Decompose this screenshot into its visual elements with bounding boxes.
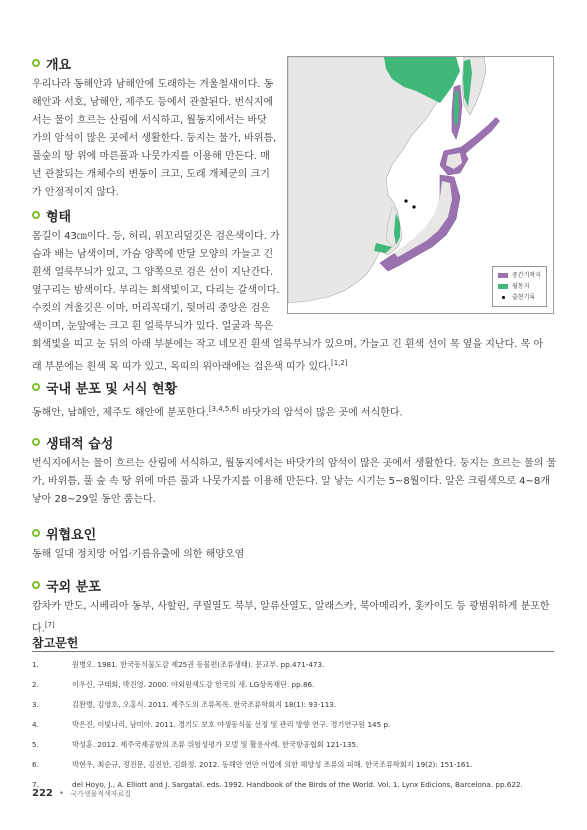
legend-item — [498, 292, 541, 303]
references-title: 참고문헌 — [32, 636, 79, 650]
citation: [7] — [44, 621, 55, 629]
references-list — [32, 655, 562, 795]
text-line: 낳아 28~29일 동안 품는다. — [32, 494, 156, 505]
text-line: 우리나라 동해안과 남해안에 도래하는 겨울철새이다. 동 — [32, 79, 274, 90]
sighting-dot — [404, 199, 407, 202]
reference-item: 2. 이우신, 구태회, 박진영. 2000. 야외원색도감 한국의 새. LG상록재단. pp.86. — [32, 680, 315, 689]
reference-item: 1. 원병오. 1981. 한국동식물도감 제25권 동물편(조류생태). 문교부. pp.471-473. — [32, 660, 325, 669]
section-overview — [32, 54, 282, 202]
stopover-swatch-icon — [498, 273, 508, 278]
text-line: 래 부분에는 흰색 목 띠가 있고, 목띠의 위아래에는 검은색 띠가 있다. — [32, 361, 331, 373]
section-bullet-icon — [32, 529, 40, 537]
text-line: 년 관찰되는 개체수의 변동이 크고, 도래 개체군의 크기 — [32, 169, 270, 180]
references-divider — [32, 651, 554, 652]
citation: [3,4,5,6] — [208, 405, 239, 413]
text-line: 해안과 서호, 남해안, 제주도 등에서 관찰된다. 번식지에 — [32, 97, 274, 108]
map-legend — [492, 266, 547, 307]
text-line: 동해안, 남해안, 제주도 해안에 분포한다. — [32, 407, 209, 419]
legend-item — [498, 281, 541, 292]
section-threats — [32, 524, 557, 564]
legend-label: 월동지 — [512, 283, 530, 290]
section-title: 생태적 습성 — [46, 436, 114, 452]
citation: [1,2] — [330, 359, 348, 367]
text-line: 흰색 얼룩무늬가 있고, 그 양쪽으로 검은 선이 지난간다. — [32, 267, 274, 278]
reference-item: 5. 박성훈. 2012. 제주국제공항의 조류 위험성평가 모델 및 활용사례. 한국항공협회 121-135. — [32, 740, 359, 749]
section-bullet-icon — [32, 581, 40, 589]
section-distribution — [32, 378, 557, 422]
page-footer — [32, 788, 131, 799]
section-title: 국외 분포 — [46, 579, 101, 595]
legend-label: 중간기착지 — [512, 272, 541, 279]
sighting-dot — [412, 205, 415, 208]
reference-item: 3. 김완병, 김영호, 오홍식. 2011. 제주도의 조류목록. 한국조류학회지 18(1): 93-113. — [32, 700, 337, 709]
section-title: 형태 — [46, 209, 72, 225]
text-line: 몸길이 43㎝이다. 등, 허리, 위꼬리덮깃은 검은색이다. 가 — [32, 231, 280, 242]
section-ecology — [32, 433, 557, 509]
text-line: 서는 물이 흐르는 산림에 서식하고, 월동지에서는 바닷 — [32, 115, 267, 126]
section-bullet-icon — [32, 211, 40, 219]
footer-label: 국가생물적색자료집 — [70, 789, 132, 798]
reference-item: 6. 박현우, 최순규, 정진문, 김진한, 김화정. 2012. 동해안 연안 어업에 의한 해양성 조류의 피해. 한국조류학회지 19(2): 151-161. — [32, 760, 473, 769]
text-line: 옆구리는 밤색이다. 부리는 회색빛이고, 다리는 갈색이다. — [32, 285, 280, 296]
section-title: 개요 — [46, 57, 72, 73]
text-line: 슴과 배는 남색이며, 가슴 양쪽에 반달 모양의 가늘고 긴 — [32, 249, 274, 260]
reference-item: 4. 박은진, 이빛나리, 남미아. 2011. 경기도 보호 야생동식물 선정 및 관리 방향 연구. 경기연구원 145 p. — [32, 720, 391, 729]
page-number: 222 — [32, 788, 53, 799]
reference-item: 7. del Hoyo, J., A. Elliott and J. Sargatal. eds. 1992. Handbook of the Birds of the World. Vol. 1. Lynx Edicions, Barcelona. pp.622. — [32, 780, 523, 789]
text-line: 가, 바위틈, 풀 숲 속 땅 위에 마른 풀과 나뭇가지를 이용해 만든다. 알 낳는 시기는 5~8월이다. 알은 크림색으로 4~8개 — [32, 476, 550, 487]
section-overseas — [32, 576, 557, 638]
section-bullet-icon — [32, 59, 40, 67]
text-line: 번식지에서는 물이 흐르는 산림에 서식하고, 월동지에서는 바닷가의 암석이 많은 곳에서 생활한다. 둥지는 흐르는 물의 물 — [32, 458, 557, 469]
section-bullet-icon — [32, 438, 40, 446]
text-line: 가 안정적이지 않다. — [32, 187, 119, 198]
section-title: 국내 분포 및 서식 현황 — [46, 381, 178, 397]
text-line: 가의 암석이 많은 곳에서 생활한다. 둥지는 물가, 바위틈, — [32, 133, 277, 144]
wintering-swatch-icon — [498, 284, 508, 289]
text-line: 동해 일대 정치망 어업·기름유출에 의한 해양오염 — [32, 549, 245, 560]
text-line: 풀숲의 땅 위에 마른풀과 나뭇가지를 이용해 만든다. 매 — [32, 151, 270, 162]
text-line: 캄차카 반도, 시베리아 동부, 사할린, 쿠릴열도 북부, 알류산열도, 알래스카, 북아메리카, 홋카이도 등 광범위하게 분포한다. — [32, 601, 550, 635]
text-line: 바닷가의 암석이 많은 곳에 서식한다. — [238, 407, 403, 419]
section-bullet-icon — [32, 383, 40, 391]
text-line: 색이며, 눈앞에는 크고 흰 얼룩무늬가 있다. 얼굴과 목은 — [32, 321, 274, 332]
text-line: 회색빛을 띠고 눈 뒤의 아래 부분에는 작고 네모진 흰색 얼룩무늬가 있으며, 가늘고 긴 흰색 선이 목 옆을 지난다. 목 아 — [32, 339, 544, 350]
legend-label: 출현기록 — [512, 294, 536, 301]
sighting-dot-icon — [502, 296, 505, 299]
section-title: 위협요인 — [46, 527, 97, 543]
footer-separator: • — [58, 788, 65, 799]
overview-body — [32, 76, 282, 202]
text-line: 수컷의 겨울깃은 이마, 머리꼭대기, 뒷머리 중앙은 검은 — [32, 303, 270, 314]
legend-item — [498, 270, 541, 281]
distribution-map — [287, 56, 554, 314]
